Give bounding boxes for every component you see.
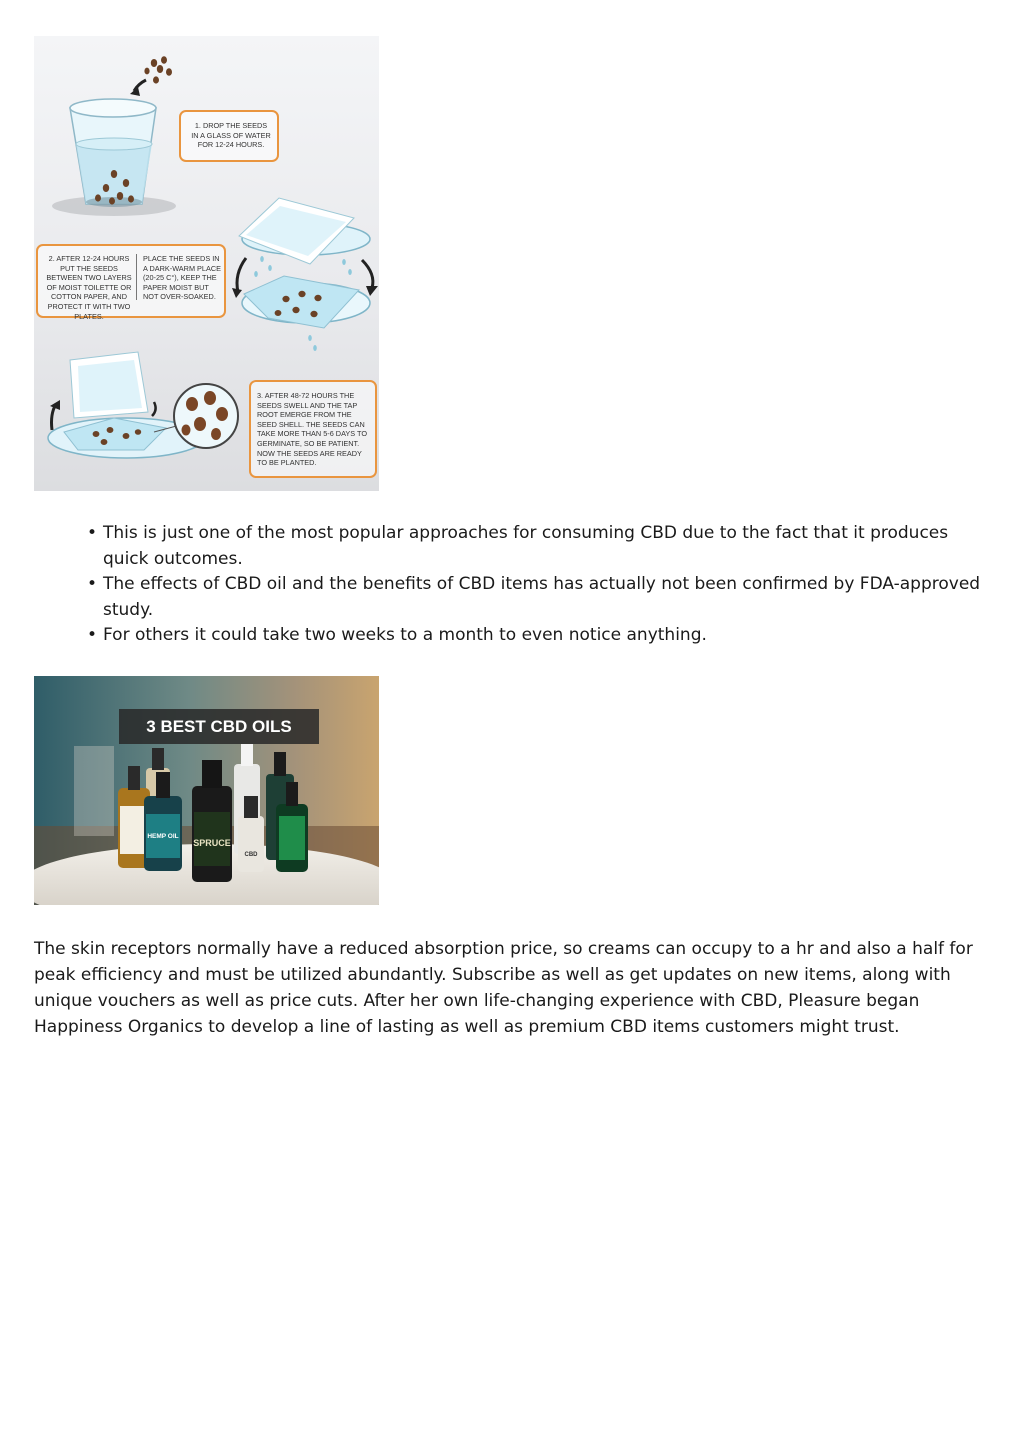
falling-seeds (144, 56, 172, 83)
list-item (87, 521, 993, 572)
step-3-callout (249, 380, 377, 478)
callout-divider (136, 254, 137, 300)
bullet-icon: • (87, 625, 98, 645)
left-curve-arrow-icon (237, 258, 246, 292)
cbd-oils-photo (34, 676, 379, 905)
bottle-label-spruce: SPRUCE (193, 838, 231, 848)
step-2-callout (36, 244, 226, 321)
sprouted-seeds-plate (48, 352, 238, 458)
bullet-list (87, 521, 993, 649)
bottle-label-hemp: HEMP OIL (147, 833, 179, 840)
step-2-text: 2. AFTER 12-24 HOURS PUT THE SEEDS BETWEEN TWO LAYERS OF MOIST TOILETTE OR COTTON PAPER, AND PROTECT IT WITH TWO PLATES. (46, 254, 132, 321)
water-glass (52, 99, 176, 216)
step-1-text: 1. DROP THE SEEDS IN A GLASS OF WATER FOR 12-24 HOURS. (191, 121, 271, 150)
title-banner (119, 709, 319, 744)
list-item-text: For others it could take two weeks to a month to even notice anything. (103, 625, 707, 645)
banner-title: 3 BEST CBD OILS (146, 717, 292, 736)
step-2-note: PLACE THE SEEDS IN A DARK-WARM PLACE (20-25 C°), KEEP THE PAPER MOIST BUT NOT OVER-SOAKED. (143, 254, 221, 302)
list-item (87, 572, 993, 623)
right-curve-arrow-icon (362, 260, 373, 288)
step-1-callout (179, 110, 279, 162)
bullet-icon: • (87, 523, 98, 543)
body-paragraph: The skin receptors normally have a reduced absorption price, so creams can occupy to a hr and also a half for peak efficiency and must be utilized abundantly. Subscribe as well as get updates on new items, along with unique vouchers as well as price cuts. After her own life-changing experience with CBD, Pleasure began Happiness Organics to develop a line of lasting as well as premium CBD items customers might trust. (34, 939, 973, 1037)
step-3-text: 3. AFTER 48-72 HOURS THE SEEDS SWELL AND THE TAP ROOT EMERGE FROM THE SEED SHELL. THE SEEDS CAN TAKE MORE THAN 5-6 DAYS TO GERMINATE, SO BE PATIENT. NOW THE SEEDS ARE READY TO BE PLANTED. (257, 391, 368, 468)
lift-arrow-right-icon (152, 402, 156, 416)
bullet-icon: • (87, 574, 98, 594)
list-item-text: The effects of CBD oil and the benefits of CBD items has actually not been confirmed by FDA-approved study. (103, 574, 981, 620)
plates-with-paper (232, 198, 378, 351)
list-item (87, 623, 993, 649)
bottle-label-cbd: CBD (244, 852, 258, 858)
list-item-text: This is just one of the most popular approaches for consuming CBD due to the fact that it produces quick outcomes. (103, 523, 949, 569)
germination-infographic (34, 36, 379, 491)
